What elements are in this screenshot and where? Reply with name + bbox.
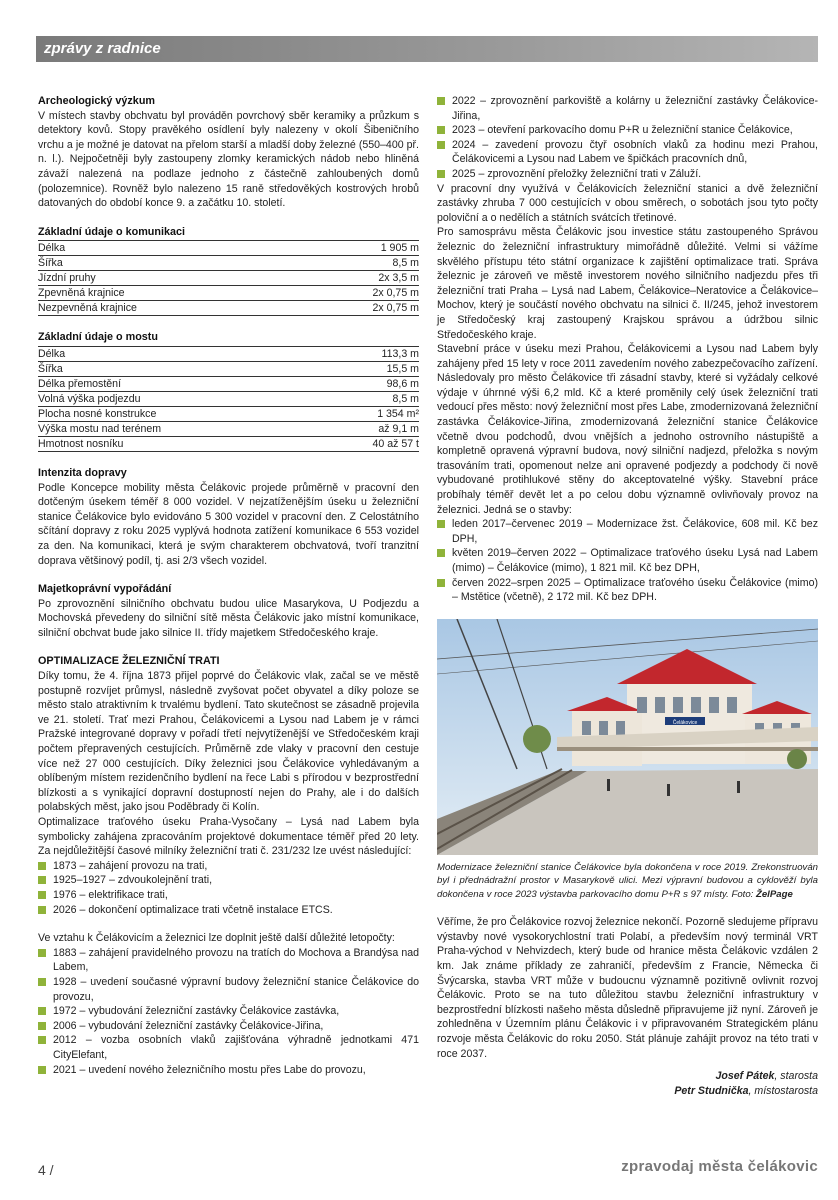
page-number: 4 / [38,1162,54,1178]
archeo-title: Archeologický výzkum [38,95,156,107]
signature-mayor [437,1069,818,1084]
list-item: 2023 – otevření parkovacího domu P+R u železniční stanice Čelákovice, [437,123,818,138]
traffic-title: Intenzita dopravy [38,466,127,479]
row-value: 2x 0,75 m [297,301,419,316]
row-label: Výška mostu nad terénem [38,421,314,436]
section-title: zprávy z radnice [44,40,161,57]
bridge-table-title: Základní údaje o mostu [38,331,158,344]
list-item: 2024 – zavedení provozu čtyř osobních vlaků za hodinu mezi Prahou, Čelákovicemi a Lysou nad Labem ve špičkách pracovních dnů, [437,138,818,167]
table-row [38,421,419,436]
table-row [38,436,419,451]
row-label: Plocha nosné konstrukce [38,406,314,421]
row-value: 1 905 m [297,241,419,256]
railway-paragraph-2: Optimalizace traťového úseku Praha-Vysočany – Lysá nad Labem byla symbolicky zahájena zpracováním projektové dokumentace téměř před 20 lety. Za nejdůležitější časové milníky železniční trati č. 231/232 lze uvést následující: [38,816,419,858]
railway-title: OPTIMALIZACE ŽELEZNIČNÍ TRATI [38,655,220,668]
list-item: 2006 – vybudování železniční zastávky Čelákovice-Jiřina, [38,1019,419,1034]
row-value: 15,5 m [314,361,419,376]
row-label: Zpevněná krajnice [38,286,297,301]
right-column [437,94,818,1098]
table-row [38,271,419,286]
signature-role: , místostarosta [748,1084,818,1097]
left-column [38,94,419,1077]
traffic-text: Podle Koncepce mobility města Čelákovic projede průměrně v pracovní den dotčeným úsekem téměř 8 000 vozidel. V nejzatíženějším úseku u železniční stanice Čelákovice bylo evidováno 5 300 vozidel v pracovní den. Z Celostátního sčítání dopravy z roku 2025 vyplývá hodnota zatížení komunikace 6 553 vozidel za den. Na komunikaci, která je svým charakterem obchvatová, tvoří tranzitní doprava většinový podíl, tj. asi 2/3 všech vozidel. [38,481,419,567]
list-item: květen 2019–červen 2022 – Optimalizace traťového úseku Lysá nad Labem (mimo) – Čelákovice (mimo), 1 821 mil. Kč bez DPH, [437,546,818,575]
photo-credit: ŽelPage [755,888,793,900]
signature-name: Josef Pátek [715,1070,775,1083]
table-row [38,376,419,391]
table-row [38,286,419,301]
closing-paragraph: Věříme, že pro Čelákovice rozvoj železnice nekončí. Pozorně sledujeme přípravu výstavby nové vysokorychlostní trati Polabí, a především nový terminál VRT Praha-východ v Nehvizdech, který bude od hranice města Čelákovic vzdálen 2 km. Jak známe příklady ze zahraničí, především z Francie, Německa či Švýcarska, stavba VRT může v budoucnu významně pozitivně ovlivnit rozvoj Čelákovic. Proto se na tuto důležitou stavbu železniční infrastruktury v bezprostřední blízkosti našeho města důsledně připravujeme již nyní. Zároveň je zohledněna v Územním plánu Čelákovic i v připravovaném Strategickém plánu rozvoje města Čelákovic do roku 2050. Stát plánuje zahájit provoz na této trati v roce 2037. [437,916,818,1060]
table-row [38,256,419,271]
list-item: 2022 – zprovoznění parkoviště a kolárny u železniční zastávky Čelákovice-Jiřina, [437,94,818,123]
construction-paragraph: Stavební práce v úseku mezi Prahou, Čelákovicemi a Lysou nad Labem byly zahájeny před 15 lety v roce 2011 zavedením nového zabezpečovacího zařízení. Následovaly pro město Čelákovice tři zásadní stavby, které si vyžádaly celkové výdaje v úhrnné výši 6,2 mld. Kč a které proměnily celý úsek železniční trati vedoucí přes město: nový železniční most přes Labe, zmodernizovaná železniční zastávka Čelákovice-Jiřina, zmodernizovaná železniční stanice Čelákovice včetně dvou podchodů, dvou vnějších a jednoho ostrovního nástupiště a kompletně opravená výpravní budova, nový silniční nadjezd, přeložka s novým trasováním trati, opomenout nelze ani opravené podjezdy a podchody či nově vybudované protihlukové stěny do akceptovatelné výšky. Stavební práce probíhaly téměř devět let a po celou dobu významně ovlivňovaly provoz na železnici. Jedná se o stavby: [437,343,818,516]
row-value: 8,5 m [314,391,419,406]
railway-paragraph-1: Díky tomu, že 4. října 1873 přijel poprvé do Čelákovic vlak, začal se ve městě postupně rozvíjet průmysl, následně zvyšovat počet obyvatel a díky poloze se město stalo atraktivním k trvalému bydlení. Tato skutečnost se zásadně projevila ve 21. století. Trať mezi Prahou, Čelákovicemi a Lysou nad Labem je v rámci Pražské integrované dopravy v pořadí třetí nejvytíženější ve Středočeském kraji počtem přepravených cestujících. Průměrně zde vlaky v pracovní den cestuje více než 27 000 cestujících. Díky železnici jsou Čelákovice vyhledávaným a oblíbeným místem rezidenčního bydlení na řece Labi s přírodou v bezprostřední blízkosti a s vynikající dopravní dostupností nejen do Prahy, ale i do dalších polabských měst, jako jsou Poděbrady či Kolín. [38,670,419,814]
row-label: Nezpevněná krajnice [38,301,297,316]
road-table [38,240,419,316]
list-item: červen 2022–srpen 2025 – Optimalizace traťového úseku Čelákovice (mimo) – Mstětice (včetně), 2 172 mil. Kč bez DPH. [437,576,818,605]
row-value: 113,3 m [314,346,419,361]
signature-deputy [437,1084,818,1099]
table-row [38,361,419,376]
signature-name: Petr Studnička [674,1084,749,1097]
table-row [38,406,419,421]
caption-text: Modernizace železniční stanice Čelákovice byla dokončena v roce 2019. Zrekonstruován byl i přednádražní prostor v Masarykově ulici. Mezi výpravní budovou a cyklověží byla dokončena v roce 2023 výstavba parkovacího domu P+R s 97 místy. Foto: [437,861,818,900]
table-row [38,346,419,361]
investment-paragraph: Pro samosprávu města Čelákovic jsou investice státu zastoupeného Správou železnic do železniční infrastruktury mimořádně důležité. Velmi si vážíme skvělého přístupu této státní organizace k zajištění optimalizace trati. Správa železnic je zároveň ve městě investorem nového silničního nadjezdu přes tři železniční trati Praha – Lysá nad Labem, Čelákovice–Neratovice a Čelákovice–Mochov, který je součástí nového obchvatu na silnici č. II/245, jehož investorem je Středočeský kraj zastoupený Krajskou správou a údržbou silnic Středočeského kraje. [437,226,818,341]
list-item: 1873 – zahájení provozu na trati, [38,859,419,874]
row-value: 40 až 57 t [314,436,419,451]
station-photo [437,619,818,855]
photo-caption [437,861,818,902]
row-value: 2x 0,75 m [297,286,419,301]
row-label: Hmotnost nosníku [38,436,314,451]
row-label: Volná výška podjezdu [38,391,314,406]
table-row [38,391,419,406]
list-item: 1883 – zahájení pravidelného provozu na tratích do Mochova a Brandýsa nad Labem, [38,946,419,975]
row-label: Šířka [38,256,297,271]
station-photo-illustration [437,619,818,855]
row-label: Délka přemostění [38,376,314,391]
row-label: Délka [38,346,314,361]
row-value: až 9,1 m [314,421,419,436]
row-label: Šířka [38,361,314,376]
ridership-paragraph: V pracovní dny využívá v Čelákovicích železniční stanici a dvě železniční zastávky zhruba 7 000 cestujících v obou směrech, o sobotách jsou tyto počty poloviční a o nedělích a státních svátcích třetinové. [437,182,818,224]
list-item: 2025 – zprovoznění přeložky železniční trati v Záluží. [437,167,818,182]
bridge-table [38,346,419,452]
property-title: Majetkoprávní vypořádání [38,583,172,596]
row-label: Délka [38,241,297,256]
milestone-list [38,859,419,917]
station-name-sign: Čelákovice [672,719,698,726]
list-item: leden 2017–červenec 2019 – Modernizace žst. Čelákovice, 608 mil. Kč bez DPH, [437,517,818,546]
list-item: 2012 – vozba osobních vlaků zajišťována výhradně jednotkami 471 CityElefant, [38,1033,419,1062]
table-row [38,301,419,316]
list-item: 1925–1927 – zdvoukolejnění trati, [38,873,419,888]
row-value: 98,6 m [314,376,419,391]
section-header [36,36,818,62]
list-item: 2021 – uvedení nového železničního mostu přes Labe do provozu, [38,1063,419,1078]
table-row [38,241,419,256]
list-item: 1972 – vybudování železniční zastávky Čelákovice zastávka, [38,1004,419,1019]
list-item: 1976 – elektrifikace trati, [38,888,419,903]
dates-list-continued [437,94,818,182]
list-item: 2026 – dokončení optimalizace trati včetně instalace ETCS. [38,903,419,918]
publication-name: zpravodaj města čelákovic [621,1158,818,1175]
railway-paragraph-3: Ve vztahu k Čelákovicím a železnici lze doplnit ještě další důležité letopočty: [38,932,395,945]
list-item: 1928 – uvedení současné výpravní budovy železniční stanice Čelákovice do provozu, [38,975,419,1004]
row-value: 2x 3,5 m [297,271,419,286]
works-list [437,517,818,605]
road-table-title: Základní údaje o komunikaci [38,225,185,238]
signature-role: , starosta [774,1070,818,1083]
row-value: 8,5 m [297,256,419,271]
archeo-text: V místech stavby obchvatu byl prováděn povrchový sběr keramiky a průzkum s detektory kovů. Stopy pravěkého osídlení byly nalezeny v okolí Šibeničního vrchu a je možné je datovat na přelom starší a mladší doby železné (550–400 př. n. l.). Nejpočetněji byly zastoupeny zlomky keramických nádob nebo hliněná závaží nalezená na podlaze jednoho z částečně zahloubených domů (polozemnice). Rovněž bylo nalezeno 15 raně středověkých kostrových hrobů datovaných do období konce 9. a začátku 10. století. [38,109,419,210]
row-value: 1 354 m² [314,406,419,421]
dates-list [38,946,419,1077]
row-label: Jízdní pruhy [38,271,297,286]
property-text: Po zprovoznění silničního obchvatu budou ulice Masarykova, U Podjezdu a Mochovská převedeny do silniční sítě města Čelákovic jako místní komunikace, silniční obchvat bude jako silnice II. třídy majetkem Středočeského kraje. [38,597,419,639]
